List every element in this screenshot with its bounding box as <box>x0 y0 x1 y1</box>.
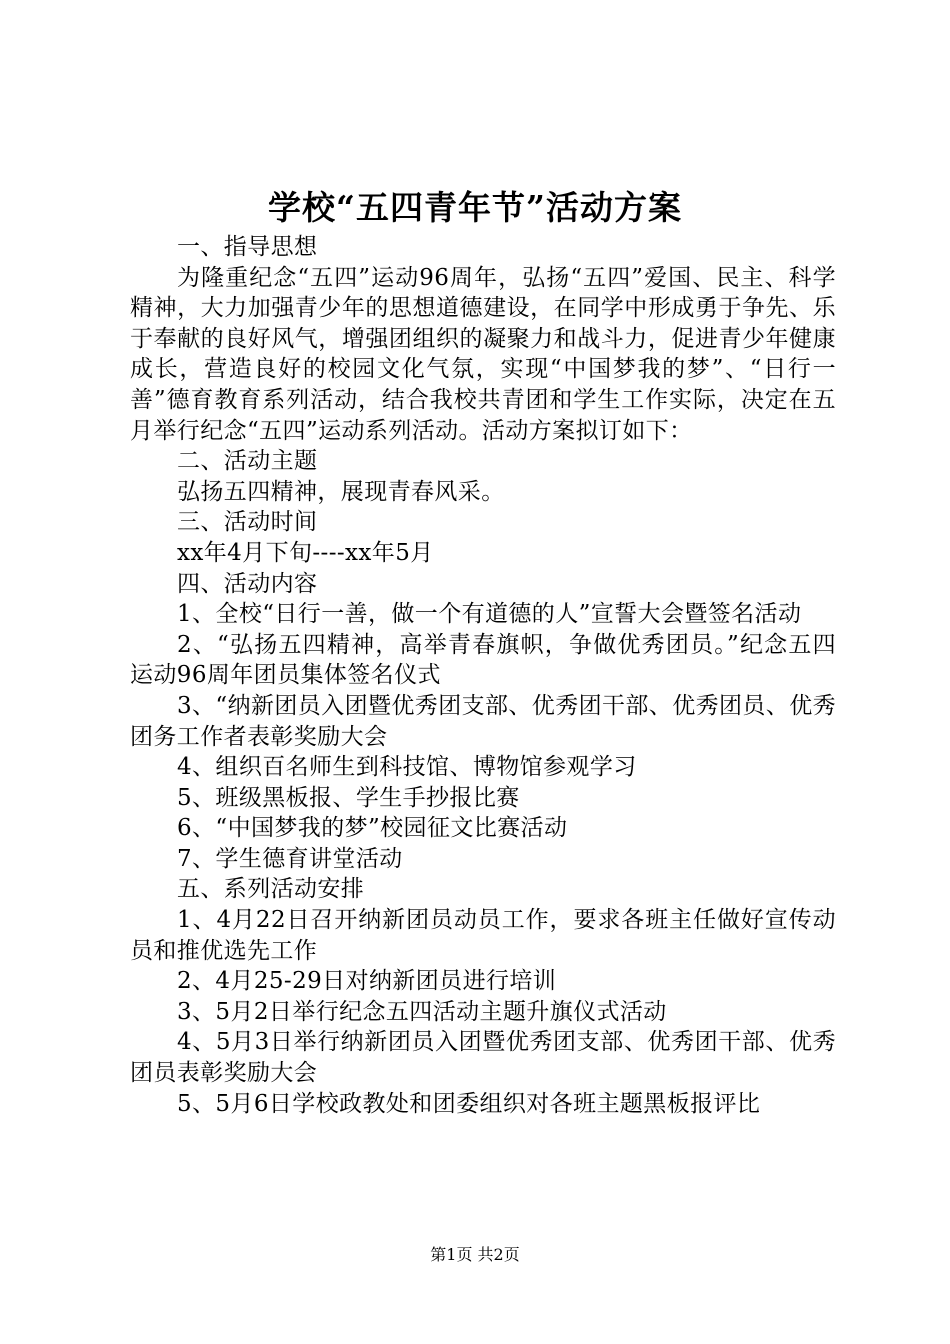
list-item: 7、学生德育讲堂活动 <box>177 845 403 872</box>
document-body <box>130 232 836 1119</box>
paragraph: xx年4月下旬----xx年5月 <box>177 539 434 566</box>
list-item: 1、全校“日行一善，做一个有道德的人”宣誓大会暨签名活动 <box>177 601 802 628</box>
page-title: 学校“五四青年节”活动方案 <box>268 188 682 227</box>
page-footer: 第1页 共2页 <box>430 1245 520 1264</box>
list-item: 3、5月2日举行纪念五四活动主题升旗仪式活动 <box>177 998 667 1025</box>
list-item: 4、5月3日举行纳新团员入团暨优秀团支部、优秀团干部、优秀团员表彰奖励大会 <box>130 1029 836 1087</box>
list-item: 4、组织百名师生到科技馆、博物馆参观学习 <box>177 754 637 781</box>
section-heading: 三、活动时间 <box>177 509 318 536</box>
list-item: 5、班级黑板报、学生手抄报比赛 <box>177 784 520 811</box>
paragraph: 为隆重纪念“五四”运动96周年，弘扬“五四”爱国、民主、科学精神，大力加强青少年的思想道德建设，在同学中形成勇于争先、乐于奉献的良好风气，增强团组织的凝聚力和战斗力，促进青少年健康成长，营造良好的校园文化气氛，实现“中国梦我的梦”、“日行一善”德育教育系列活动，结合我校共青团和学生工作实际，决定在五月举行纪念“五四”运动系列活动。活动方案拟订如下： <box>130 264 836 444</box>
list-item: 2、“弘扬五四精神，高举青春旗帜，争做优秀团员。”纪念五四运动96周年团员集体签名仪式 <box>130 631 836 689</box>
section-heading: 二、活动主题 <box>177 448 318 475</box>
section-heading: 四、活动内容 <box>177 570 318 597</box>
list-item: 5、5月6日学校政教处和团委组织对各班主题黑板报评比 <box>177 1090 761 1117</box>
section-heading: 五、系列活动安排 <box>177 876 365 903</box>
list-item: 6、“中国梦我的梦”校园征文比赛活动 <box>177 815 568 842</box>
list-item: 2、4月25-29日对纳新团员进行培训 <box>177 968 557 995</box>
list-item: 3、“纳新团员入团暨优秀团支部、优秀团干部、优秀团员、优秀团务工作者表彰奖励大会 <box>130 692 836 750</box>
section-heading: 一、指导思想 <box>177 234 318 260</box>
list-item: 1、4月22日召开纳新团员动员工作，要求各班主任做好宣传动员和推优选先工作 <box>130 907 836 964</box>
paragraph: 弘扬五四精神，展现青春风采。 <box>177 478 505 505</box>
